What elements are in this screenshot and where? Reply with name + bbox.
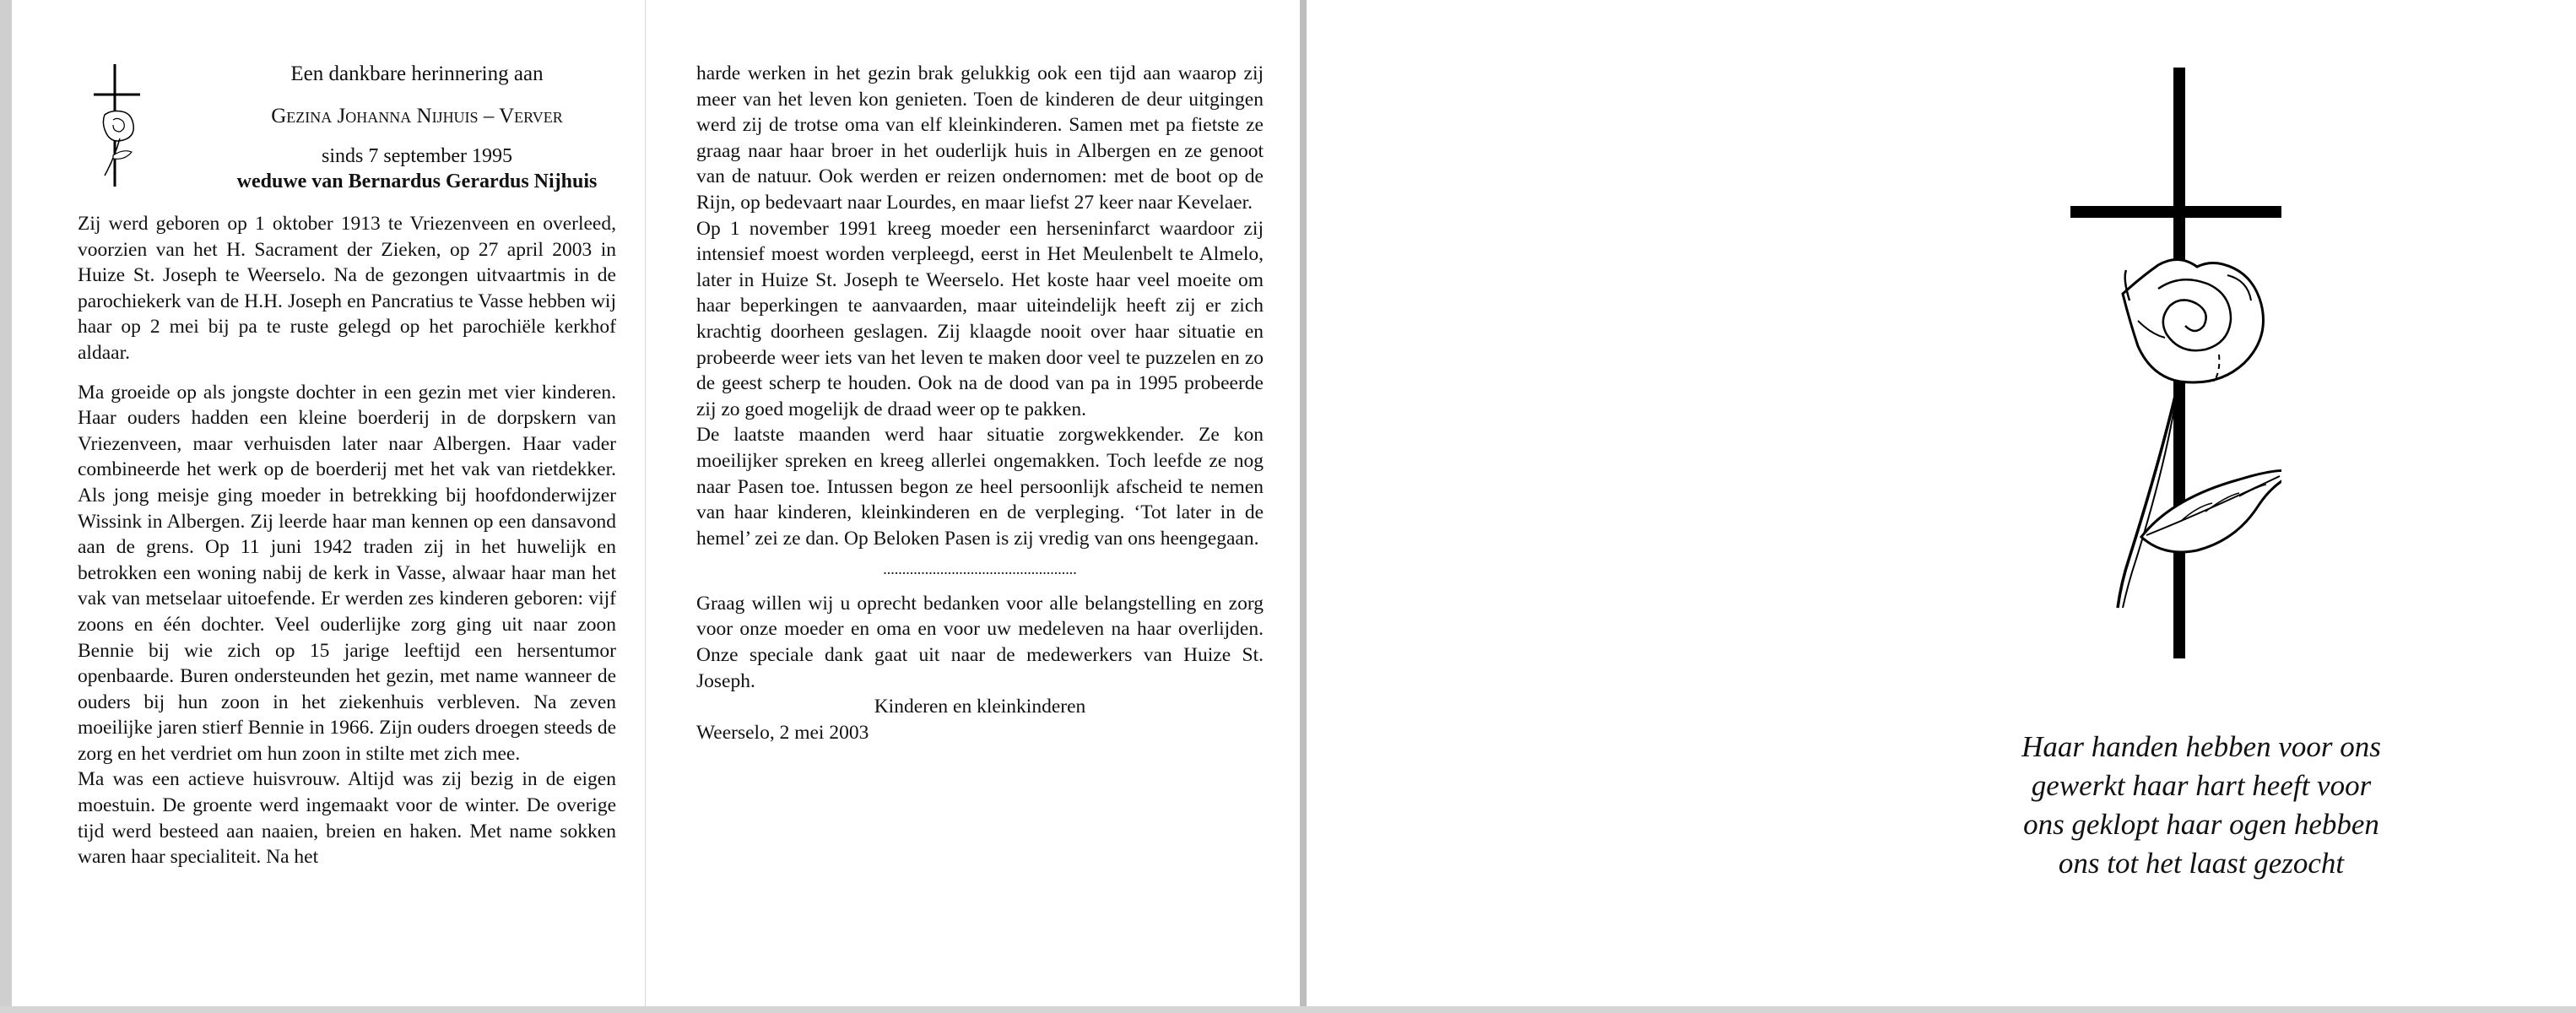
middle-text-column: [696, 61, 1264, 745]
poem-line: ons tot het laast gezocht: [2058, 847, 2345, 880]
cross-with-rose-icon: [2070, 68, 2281, 675]
paragraph-illness: Op 1 november 1991 kreeg moeder een herseninfarct waardoor zij intensief moest worden verpleegd, eerst in Het Meulenbelt te Almelo, later in Huize St. Joseph te Weerselo. Het koste haar veel moeite om haar beperkingen te aanvaarden, maar uiteindelijk heeft zij er zich krachtig doorheen geslagen. Zij klaagde nooit over haar situatie en probeerde weer iets van het leven te maken door veel te puzzelen en zo de geest scherp te houden. Ook na de dood van pa in 1995 probeerde zij zo goed mogelijk de draad weer op te pakken.: [696, 217, 1264, 420]
bottom-edge: [0, 1006, 2576, 1013]
paragraph-household: Ma was een actieve huisvrouw. Altijd was zij bezig in de eigen moestuin. De groente werd ingemaakt voor de winter. De overige tijd werd besteed aan naaien, breien en haken. Met name sokken waren haar specialiteit. Na het: [78, 768, 616, 869]
middle-panel: [645, 0, 1300, 1013]
widow-since: sinds 7 september 1995: [322, 145, 512, 167]
poem-line: gewerkt haar hart heeft voor: [2031, 769, 2372, 802]
poem-line: ons geklopt haar ogen hebben: [2023, 808, 2379, 841]
separator: ...................................................: [883, 561, 1077, 578]
paragraph-birth-death: Zij werd geboren op 1 oktober 1913 te Vriezenveen en overleed, voorzien van het H. Sacrament der Zieken, op 27 april 2003 in Huize St. Joseph te Weerselo. Na de gezongen uitvaartmis in de parochiekerk van de H.H. Joseph en Pancratius te Vasse hebben wij haar op 2 mei bij pa te ruste gelegd op het parochiële kerkhof aldaar.: [78, 213, 616, 364]
poem: [1982, 728, 2421, 883]
paragraph-thanks: Graag willen wij u oprecht bedanken voor alle belangstelling en zorg voor onze moeder en oma en voor uw medeleven na haar overlijden. Onze speciale dank gaat uit naar de medewerkers van Huize St. Joseph.: [696, 592, 1264, 692]
right-panel: [1307, 0, 2576, 1013]
paragraph-life: Ma groeide op als jongste dochter in een gezin met vier kinderen. Haar ouders hadden een kleine boerderij in de dorpskern van Vriezenveen, maar verhuisden later naar Albergen. Haar vader combineerde het werk op de boerderij met het vak van rietdekker. Als jong meisje ging moeder in betrekking bij hoofdonderwijzer Wissink in Albergen. Zij leerde haar man kennen op een dansavond aan de grens. Op 11 juni 1942 traden zij in het huwelijk en betrokken een woning nabij de kerk in Vasse, alwaar haar man het vak van metselaar uitoefende. Er werden zes kinderen geboren: vijf zoons en één dochter. Veel ouderlijke zorg ging uit naar zoon Bennie bij wie zich op 15 jarige leeftijd een hersentumor openbaarde. Buren ondersteunden het gezin, met name wanneer de ouders bij hun zoon in het ziekenhuis verbleven. Na zeven moeilijke jaren stierf Bennie in 1966. Zijn ouders droegen steeds de zorg en het verdriet om hun zoon in stilte met zich mee.: [78, 381, 616, 765]
signoff: Kinderen en kleinkinderen: [874, 696, 1086, 718]
paragraph-last-months: De laatste maanden werd haar situatie zorgwekkender. Ze kon moeilijker spreken en kreeg allerlei ongemakken. Toch leefde ze nog naar Pasen toe. Intussen begon ze heel persoonlijk afscheid te nemen van haar kinderen, kleinkinderen en de verpleging. ‘Tot later in de hemel’ zei ze dan. Op Beloken Pasen is zij vredig van ons heengegaan.: [696, 424, 1264, 550]
heading: [214, 61, 620, 194]
paragraph-later-life: harde werken in het gezin brak gelukkig ook een tijd aan waarop zij meer van het leven kon genieten. Toen de kinderen de deur uitgingen werd zij de trotse oma van elf kleinkinderen. Samen met pa fietste ze graag naar haar broer in het ouderlijk huis in Albergen en ze genoot van de natuur. Ook werden er reizen ondernomen: met de boot op de Rijn, op bedevaart naar Lourdes, en maar liefst 27 keer naar Kevelaer.: [696, 62, 1264, 214]
poem-line: Haar handen hebben voor ons: [2021, 730, 2381, 763]
left-panel: [0, 0, 645, 1013]
fold-divider: [1300, 0, 1307, 1013]
heading-intro: Een dankbare herinnering aan: [290, 62, 544, 85]
left-text-column: [78, 211, 616, 870]
cross-with-rose-icon: [89, 64, 149, 191]
widow-of: weduwe van Bernardus Gerardus Nijhuis: [236, 171, 598, 192]
deceased-name: Gezina Johanna Nijhuis – Verver: [271, 105, 563, 127]
place-date: Weerselo, 2 mei 2003: [696, 721, 869, 744]
